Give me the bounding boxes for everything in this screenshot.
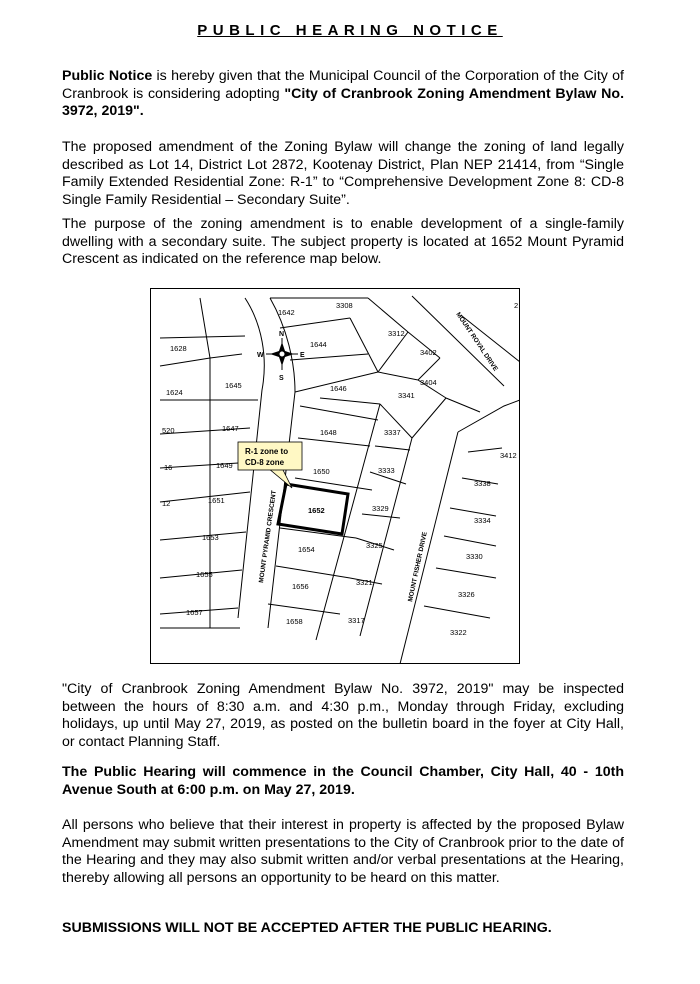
lot-label: 3308 (336, 301, 353, 310)
lot-label: 3338 (474, 479, 491, 488)
lot-label: 3330 (466, 552, 483, 561)
purpose-paragraph: The purpose of the zoning amendment is to enable development of a single-family dwelling with a secondary suite. The subject property is located at 1652 Mount Pyramid Crescent as indicated on the reference map below. (62, 216, 624, 267)
lot-label: 1655 (196, 570, 213, 579)
lot-label: 1653 (202, 533, 219, 542)
lot-label: 1642 (278, 308, 295, 317)
lot-label: 3326 (458, 590, 475, 599)
lot-label: 3329 (372, 504, 389, 513)
lot-label: 1628 (170, 344, 187, 353)
street-label-mount-royal: MOUNT ROYAL DRIVE (454, 311, 499, 373)
lot-label: 3325 (366, 541, 383, 550)
lot-label: 3337 (384, 428, 401, 437)
lot-label: 1644 (310, 340, 327, 349)
lot-label: 3341 (398, 391, 415, 400)
compass-n: N (279, 331, 285, 338)
street-label-mount-pyramid: MOUNT PYRAMID CRESCENT (258, 490, 278, 584)
submissions-paragraph: All persons who believe that their interest in property is affected by the proposed Bylaw Amendment may submit written presentations to the City of Cranbrook prior to the date of the Hearing and they may also submit written and/or verbal presentations at the Hearing, thereby allowing all persons an opportunity to be heard on this matter. (62, 817, 624, 886)
lot-label: 1646 (330, 384, 347, 393)
lot-label: 1657 (186, 608, 203, 617)
lot-label: 1624 (166, 388, 183, 397)
lot-label: 3404 (420, 378, 437, 387)
reference-map (150, 288, 520, 664)
lot-label: 16 (164, 463, 173, 472)
lot-label: 1649 (216, 461, 233, 470)
hearing-details-paragraph: The Public Hearing will commence in the Council Chamber, City Hall, 40 - 10th Avenue South at 6:00 p.m. on May 27, 2019. (62, 764, 624, 798)
compass-s: S (279, 375, 284, 382)
lot-label: 12 (162, 499, 171, 508)
compass-w: W (257, 352, 264, 359)
lot-label: 1650 (313, 467, 330, 476)
lot-label: 2 (514, 301, 519, 310)
lot-label: 1656 (292, 582, 309, 591)
lot-label: 1658 (286, 617, 303, 626)
lot-label: 1654 (298, 545, 315, 554)
lot-label: 1651 (208, 496, 225, 505)
lot-label: 1648 (320, 428, 337, 437)
page-title: PUBLIC HEARING NOTICE (197, 22, 503, 39)
lot-label: 3322 (450, 628, 467, 637)
lot-label: 3333 (378, 466, 395, 475)
subject-lot-label: 1652 (308, 506, 325, 515)
public-notice-lead: Public Notice (62, 68, 153, 84)
lot-label: 1645 (225, 381, 242, 390)
callout-line-2: CD-8 zone (245, 458, 285, 467)
lot-label: 3402 (420, 348, 437, 357)
lot-label: 3321 (356, 578, 373, 587)
street-label-mount-fisher: MOUNT FISHER DRIVE (407, 531, 429, 603)
public-notice-paragraph (62, 68, 624, 121)
lot-label: 3334 (474, 516, 491, 525)
inspection-paragraph: "City of Cranbrook Zoning Amendment Bylaw No. 3972, 2019" may be inspected between the hours of 8:30 a.m. and 4:30 p.m., Monday through Friday, excluding holidays, up until May 27, 2019, as posted on the bulletin board in the foyer at City Hall, or contact Planning Staff. (62, 681, 624, 750)
lot-label: 3312 (388, 329, 405, 338)
lot-label: 3412 (500, 451, 517, 460)
lot-label: 3317 (348, 616, 365, 625)
callout-line-1: R-1 zone to (245, 447, 289, 456)
amendment-description-paragraph: The proposed amendment of the Zoning Bylaw will change the zoning of land legally described as Lot 14, District Lot 2872, Kootenay District, Plan NEP 21414, from “Single Family Extended Residential Zone: R-1” to “Comprehensive Development Zone 8: CD-8 Single Family Residential – Secondary Suite”. (62, 139, 624, 208)
public-notice-text: is hereby given that the Municipal Council of the Corporation of the City of Cranbrook is considering adopting (62, 68, 624, 102)
lot-label: 520 (162, 426, 175, 435)
lot-label: 1647 (222, 424, 239, 433)
submissions-deadline: SUBMISSIONS WILL NOT BE ACCEPTED AFTER THE PUBLIC HEARING. (62, 920, 552, 936)
compass-e: E (300, 352, 305, 359)
bylaw-name: "City of Cranbrook Zoning Amendment Bylaw No. 3972, 2019". (62, 85, 625, 119)
